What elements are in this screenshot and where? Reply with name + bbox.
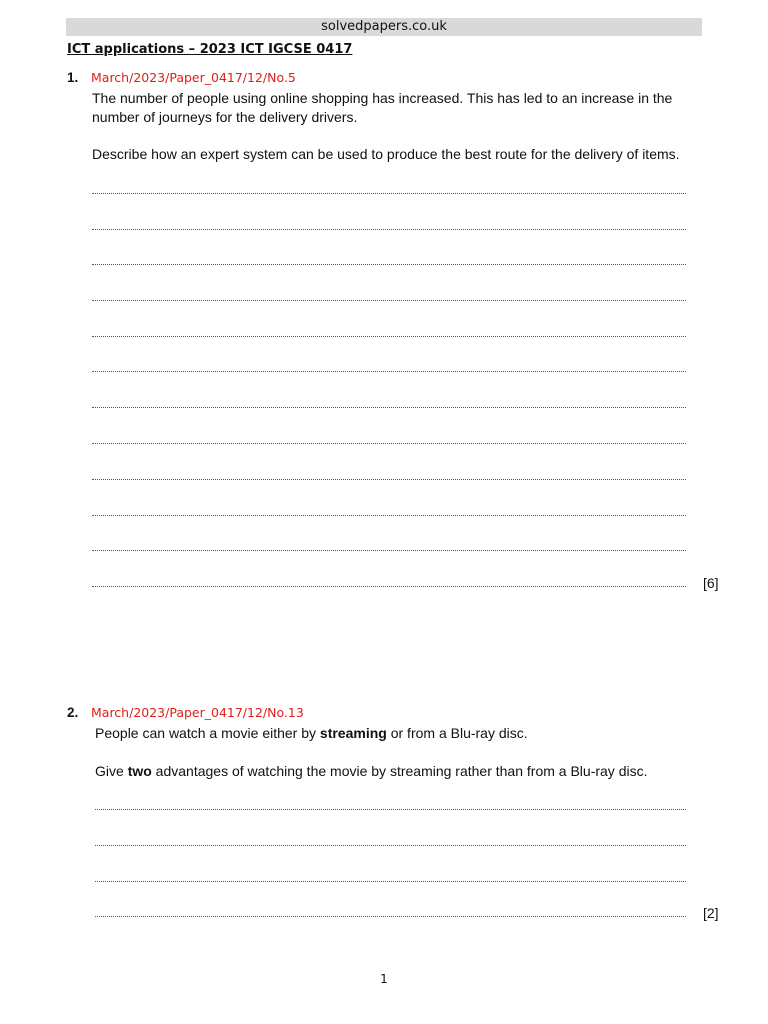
question-2-context-start: People can watch a movie either by [95,725,320,741]
question-2-prompt-emphasis: two [127,763,152,779]
question-1-answer-line[interactable] [92,300,686,301]
question-1-answer-line[interactable] [92,479,686,480]
question-2-context-emphasis: streaming [319,725,387,741]
question-2-answer-line[interactable] [95,916,686,917]
question-2-prompt-start: Give [95,763,128,779]
question-1-context [92,89,732,127]
question-1-answer-line[interactable] [92,515,686,516]
question-2-number: 2. [67,705,79,720]
question-1-answer-line[interactable] [92,550,686,551]
question-1-answer-line[interactable] [92,336,686,337]
question-2-context [95,724,528,743]
question-2-reference: March/2023/Paper_0417/12/No.13 [91,705,304,720]
question-1-answer-line[interactable] [92,443,686,444]
question-1-context-line-1: The number of people using online shopping has increased. This has led to an increase in the [92,90,673,106]
question-1-answer-line[interactable] [92,371,686,372]
question-1-marks: [6] [703,575,719,591]
question-1-answer-line[interactable] [92,264,686,265]
question-2-answer-line[interactable] [95,881,686,882]
question-1-prompt: Describe how an expert system can be used to produce the best route for the delivery of items. [92,146,680,162]
question-1-answer-line[interactable] [92,407,686,408]
question-1-answer-line[interactable] [92,586,686,587]
question-2-prompt-end: advantages of watching the movie by streaming rather than from a Blu-ray disc. [151,763,648,779]
site-header-bar [66,18,702,36]
question-2-prompt [95,762,647,781]
page-number: 1 [380,972,388,986]
question-1-answer-line[interactable] [92,229,686,230]
question-2-marks: [2] [703,905,719,921]
question-2-answer-line[interactable] [95,845,686,846]
question-1-context-line-2: number of journeys for the delivery drivers. [92,109,358,125]
question-1-reference: March/2023/Paper_0417/12/No.5 [91,70,296,85]
question-1-answer-line[interactable] [92,193,686,194]
site-name: solvedpapers.co.uk [321,19,447,34]
question-1-number: 1. [67,70,79,85]
document-title: ICT applications – 2023 ICT IGCSE 0417 [67,42,353,57]
question-2-context-end: or from a Blu-ray disc. [386,725,528,741]
question-2-answer-line[interactable] [95,809,686,810]
